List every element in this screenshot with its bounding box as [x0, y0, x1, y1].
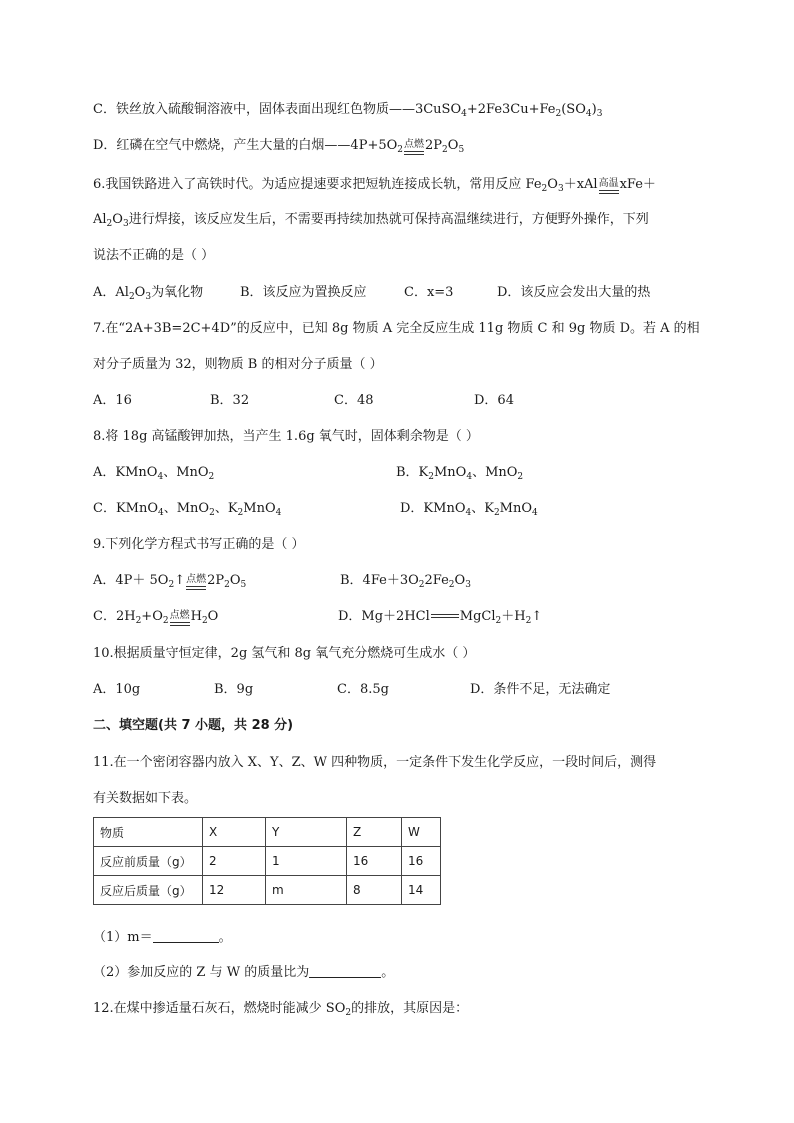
- q8-option-c: C．KMnO$_4$、MnO$_2$、$K_2MnO_4$: [93, 501, 282, 518]
- table-cell: 反应前质量（g）: [94, 847, 203, 876]
- q8-option-a: A．KMnO$_4$、MnO$_2$: [93, 465, 215, 482]
- q12-stem: 12.在煤中掺适量石灰石，燃烧时能减少 $SO_2$的排放，其原因是：: [93, 1001, 469, 1018]
- equals-sign: [431, 608, 459, 618]
- q11-sub1: （1）m＝ 。: [93, 930, 232, 945]
- q9-option-b: B．$4Fe+3O_22Fe_2O_3$: [340, 573, 471, 590]
- table-cell: 12: [203, 876, 266, 905]
- q11-stem-line2: 有关数据如下表。: [93, 791, 198, 806]
- q9-option-a: A．$4P+ 5O_2↑$点燃 $2P_2O_5$: [93, 573, 247, 590]
- table-cell: 2: [203, 847, 266, 876]
- reaction-condition: 高温: [599, 179, 619, 194]
- q10-option-c: C．8.5g: [337, 682, 389, 697]
- q11-sub2: （2）参加反应的 Z 与 W 的质量比为 。: [93, 965, 395, 980]
- data-table: [93, 817, 441, 905]
- table-header-cell: X: [203, 818, 266, 847]
- q10-option-a: A．10g: [93, 682, 141, 697]
- q9-stem: 9.下列化学方程式书写正确的是（ ）: [93, 537, 305, 552]
- q6-stem-line3: 说法不正确的是（ ）: [93, 248, 215, 263]
- q6-option-a: A．$Al_2O_3$为氧化物: [93, 285, 204, 302]
- table-row: [94, 847, 441, 876]
- q7-option-c: C．48: [334, 393, 374, 408]
- q8-stem: 8.将 18g 高锰酸钾加热，当产生 1.6g 氧气时，固体剩余物是（ ）: [93, 429, 479, 444]
- q10-option-d: D．条件不足，无法确定: [470, 682, 611, 697]
- q6-option-c: C．x=3: [404, 285, 454, 300]
- q6-stem-line2: $Al_2O_3$进行焊接，该反应发生后，不需要再持续加热就可保持高温继续进行，方便野外操作，下列: [93, 212, 649, 229]
- q5-option-c: C．铁丝放入硫酸铜溶液中，固体表面出现红色物质$——3CuSO_4+2Fe3Cu+Fe_2(SO_4)_3$: [93, 102, 603, 119]
- table-row: [94, 876, 441, 905]
- table-header-cell: Y: [266, 818, 347, 847]
- q10-option-b: B．9g: [214, 682, 254, 697]
- table-cell: 14: [402, 876, 441, 905]
- table-cell: m: [266, 876, 347, 905]
- reaction-condition: 点燃: [170, 611, 190, 626]
- table-cell: 1: [266, 847, 347, 876]
- q7-stem-line1: 7.在“2A+3B=2C+4D”的反应中，已知 8g 物质 A 完全反应生成 11g 物质 C 和 9g 物质 D。若 A 的相: [93, 321, 700, 336]
- q11-stem-line1: 11.在一个密闭容器内放入 X、Y、Z、W 四种物质，一定条件下发生化学反应，一段时间后，测得: [93, 755, 657, 770]
- reaction-condition: 点燃: [404, 140, 424, 155]
- q7-option-d: D．64: [474, 393, 514, 408]
- section-heading: 二、填空题(共 7 小题，共 28 分): [93, 718, 294, 733]
- q10-stem: 10.根据质量守恒定律，2g 氢气和 8g 氧气充分燃烧可生成水（ ）: [93, 646, 476, 661]
- table-header-cell: 物质: [94, 818, 203, 847]
- q6-option-b: B．该反应为置换反应: [240, 285, 367, 300]
- table-header-cell: Z: [347, 818, 402, 847]
- q5-option-d: D．红磷在空气中燃烧，产生大量的白烟$——4P+5O_2$点燃 $2P_2O_5$: [93, 138, 465, 155]
- answer-blank[interactable]: [309, 965, 381, 978]
- answer-blank[interactable]: [153, 930, 219, 943]
- table-cell: 8: [347, 876, 402, 905]
- table-cell: 反应后质量（g）: [94, 876, 203, 905]
- reaction-condition: 点燃: [186, 575, 206, 590]
- table-header-row: [94, 818, 441, 847]
- table-cell: 16: [402, 847, 441, 876]
- q7-option-b: B．32: [210, 393, 250, 408]
- q7-option-a: A．16: [93, 393, 132, 408]
- q9-option-d: D．Mg＋2HCl $MgCl_2+H_2↑$: [338, 609, 543, 626]
- q6-stem-line1: 6.我国铁路进入了高铁时代。为适应提速要求把短轨连接成长轨，常用反应 $Fe_2O_3+xAl$高温 xFe＋: [93, 177, 656, 194]
- table-header-cell: W: [402, 818, 441, 847]
- q7-stem-line2: 对分子质量为 32，则物质 B 的相对分子质量（ ）: [93, 357, 383, 372]
- table-cell: 16: [347, 847, 402, 876]
- q8-option-b: B．$K_2MnO_4$、MnO$_2$: [396, 465, 524, 482]
- q9-option-c: C．$2H_2+O_2$点燃 $H_2O$: [93, 609, 219, 626]
- q8-option-d: D．KMnO$_4$、$K_2MnO_4$: [400, 501, 538, 518]
- q6-option-d: D．该反应会发出大量的热: [497, 285, 651, 300]
